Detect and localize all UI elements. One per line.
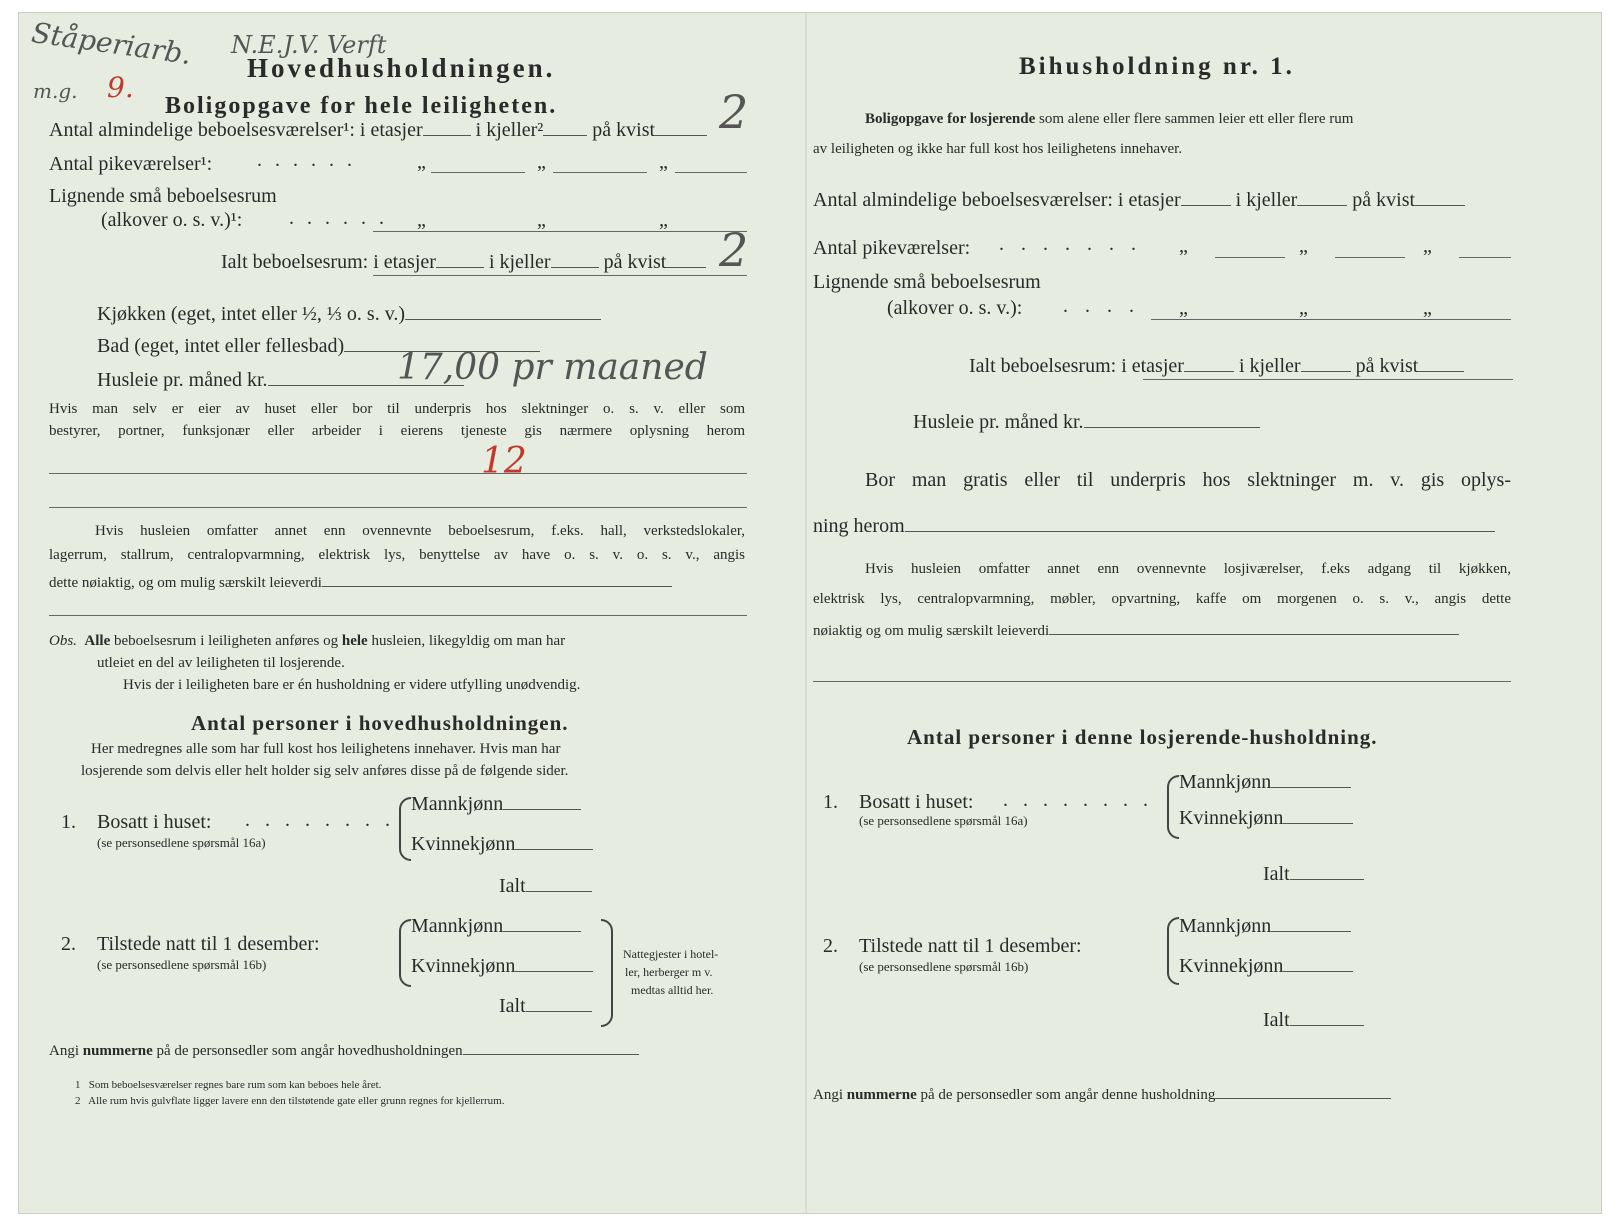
label: Ialt [1263, 863, 1290, 885]
right-row-ialt [969, 355, 1464, 378]
right-title: Bihusholdning nr. 1. [1019, 53, 1295, 80]
text: beboelsesrum i leiligheten anføres og [114, 633, 339, 649]
left-omf-line-2: lagerrum, stallrum, centralopvarmning, elektrisk lys, benyttelse av have o. s. v. o. s. v., angis [49, 547, 745, 563]
brace [1167, 775, 1179, 839]
field-kjeller[interactable] [551, 267, 599, 268]
left-row-pikevaerelser [49, 153, 212, 176]
label: Antal almindelige beboelsesværelser¹: i etasjer [49, 119, 423, 141]
right-omf-line-1: Hvis husleien omfatter annet enn ovennevnte losjiværelser, f.eks adgang til kjøkken, [865, 561, 1511, 577]
label-kjeller: i kjeller [488, 251, 551, 273]
field-kvist[interactable] [666, 267, 706, 268]
underline [373, 275, 747, 276]
brace [1167, 917, 1179, 985]
field-kvist[interactable] [1415, 205, 1465, 206]
label-kvist: på kvist [603, 251, 667, 273]
brace [399, 797, 411, 861]
underline [1143, 379, 1513, 380]
label-etasjer: i etasjer [373, 251, 436, 273]
label: Ialt beboelsesrum: [221, 251, 369, 273]
field-kvinne[interactable] [1283, 823, 1353, 824]
label: nøiaktig og om mulig særskilt leieverdi [813, 623, 1050, 639]
left-row-lignende: Lignende små beboelsesrum [49, 185, 277, 207]
left-q2-kvinne [411, 955, 593, 978]
left-q1-label: Bosatt i huset: [97, 811, 212, 833]
label: Kvinnekjønn [1179, 955, 1284, 977]
field-ialt[interactable] [526, 1011, 592, 1012]
field-etasjer[interactable] [423, 135, 471, 136]
text-bold: nummerne [82, 1043, 153, 1059]
label: Mannkjønn [1179, 915, 1272, 937]
field-kjeller[interactable] [1297, 205, 1347, 206]
text: som alene eller flere sammen leier ett eller flere rum [1039, 111, 1354, 127]
text: husleien, likegyldig om man har [371, 633, 566, 649]
label: Husleie pr. måned kr. [97, 369, 268, 391]
text-bold: nummerne [846, 1087, 917, 1103]
answer-line[interactable] [49, 615, 747, 616]
field-leieverdi[interactable] [1049, 634, 1459, 635]
obs-label: Obs. [49, 633, 77, 649]
right-q1-number: 1. [823, 791, 838, 813]
left-q1-number: 1. [61, 811, 76, 833]
ditto-mark: „ [1423, 297, 1432, 319]
label: Mannkjønn [411, 793, 504, 815]
right-q2-label: Tilstede natt til 1 desember: [859, 935, 1082, 957]
right-q1-mann [1179, 771, 1351, 794]
handwritten-husleie: 17,00 pr maaned [397, 347, 708, 388]
field-ialt[interactable] [1290, 879, 1364, 880]
field-mann[interactable] [1271, 787, 1351, 788]
field-nummerne[interactable] [463, 1054, 639, 1055]
obs-hele: hele [341, 633, 368, 649]
label: ning herom [813, 515, 905, 537]
left-q2-number: 2. [61, 933, 76, 955]
right-omf-line-3 [813, 623, 1459, 640]
ditto-mark: „ [1179, 297, 1188, 319]
right-q1-ialt [1263, 863, 1364, 886]
left-row-almindelige [49, 119, 707, 142]
right-q2-kvinne [1179, 955, 1353, 978]
handwritten-shipyard: N.E.J.V. Verft [231, 31, 387, 59]
field-kjeller[interactable] [543, 135, 587, 136]
right-q2-number: 2. [823, 935, 838, 957]
field-husleie[interactable] [1084, 427, 1260, 428]
field-mann[interactable] [1271, 931, 1351, 932]
field-line[interactable] [1335, 257, 1405, 258]
field-line[interactable] [431, 172, 525, 173]
ditto-mark: „ [659, 151, 668, 173]
nattegjester-note-2: ler, herberger m v. [625, 965, 713, 979]
field-line[interactable] [1459, 257, 1511, 258]
leader-dots: . . . . . . [257, 149, 356, 171]
ditto-mark: „ [1299, 235, 1308, 257]
left-omf-line-3 [49, 575, 672, 592]
answer-line[interactable] [49, 473, 747, 474]
label-kjeller: i kjeller [1238, 355, 1301, 377]
nattegjester-note-1: Nattegjester i hotel- [623, 947, 719, 961]
field-line[interactable] [373, 231, 747, 232]
page-fold [805, 13, 807, 1213]
handwritten-kvist: 2 [719, 85, 749, 139]
right-row-almindelige [813, 189, 1465, 212]
field-kvinne[interactable] [1283, 971, 1353, 972]
field-kjokken[interactable] [405, 319, 601, 320]
field-mann[interactable] [503, 809, 581, 810]
left-q2-ialt [499, 995, 592, 1018]
ditto-mark: „ [537, 209, 546, 231]
leader-dots: . . . . . . [289, 207, 388, 229]
label: Antal almindelige beboelsesværelser: i etasjer [813, 189, 1181, 211]
left-obs-line-2: utleiet en del av leiligheten til losjerende. [97, 655, 345, 671]
label: Mannkjønn [411, 915, 504, 937]
right-q2-ialt [1263, 1009, 1364, 1032]
field-line[interactable] [1151, 319, 1511, 320]
label: Ialt beboelsesrum: [969, 355, 1117, 377]
text: på de personsedler som angår denne husholdning [920, 1087, 1216, 1103]
brace [601, 919, 613, 1027]
footnote-number: 1 [75, 1079, 81, 1091]
label: Ialt [1263, 1009, 1290, 1031]
right-omf-line-2: elektrisk lys, centralopvarmning, møbler, opvartning, kaffe om morgenen o. s. v., angis dette [813, 591, 1511, 607]
footnote-number: 2 [75, 1095, 81, 1107]
field-kjeller[interactable] [1301, 371, 1351, 372]
right-row-lignende: Lignende små beboelsesrum [813, 271, 1041, 293]
right-antal-title: Antal personer i denne losjerende-husholdning. [907, 725, 1378, 749]
label-kvist: på kvist [592, 119, 656, 141]
left-q2-sub: (se personsedlene spørsmål 16b) [97, 957, 267, 972]
footnote-2 [75, 1095, 505, 1107]
field-herom[interactable] [905, 531, 1495, 532]
field-ialt[interactable] [1290, 1025, 1364, 1026]
obs-alle: Alle [84, 633, 111, 649]
footnote-text: Alle rum hvis gulvflate ligger lavere enn den tilstøtende gate eller grunn regnes for kjellerrum. [88, 1095, 505, 1107]
brace [399, 919, 411, 987]
left-q2-label: Tilstede natt til 1 desember: [97, 933, 320, 955]
footnote-text: Som beboelsesværelser regnes bare rum som kan beboes hele året. [88, 1079, 382, 1091]
field-nummerne[interactable] [1215, 1098, 1391, 1099]
label: Mannkjønn [1179, 771, 1272, 793]
left-eier-line-1: Hvis man selv er eier av huset eller bor til underpris hos slektninger o. s. v. eller som [49, 401, 745, 417]
right-q2-sub: (se personsedlene spørsmål 16b) [859, 959, 1029, 974]
field-line[interactable] [553, 172, 647, 173]
left-row-ialt [221, 251, 706, 274]
answer-line[interactable] [49, 507, 747, 508]
ditto-mark: „ [417, 209, 426, 231]
left-angi [49, 1043, 639, 1060]
field-mann[interactable] [503, 931, 581, 932]
left-antal-title: Antal personer i hovedhusholdningen. [191, 711, 569, 735]
right-row-pikevaerelser: Antal pikeværelser: [813, 237, 971, 259]
left-subtitle: Boligopgave for hele leiligheten. [165, 93, 558, 119]
left-antal-line-2: losjerende som delvis eller helt holder sig selv anføres disse på de følgende sider. [81, 763, 569, 779]
right-q2-mann [1179, 915, 1351, 938]
ditto-mark: „ [1423, 235, 1432, 257]
ditto-mark: „ [1299, 297, 1308, 319]
left-obs-line-1 [49, 633, 565, 650]
label: Kjøkken (eget, intet eller ½, ⅓ o. s. v.) [97, 303, 406, 325]
label-kjeller: i kjeller [1235, 189, 1298, 211]
left-row-alkover: (alkover o. s. v.)¹: [101, 209, 243, 231]
label: Ialt [499, 995, 526, 1017]
answer-line[interactable] [813, 681, 1511, 682]
right-intro-line-1 [865, 111, 1353, 128]
right-q1-label: Bosatt i huset: [859, 791, 974, 813]
handwritten-red-number: 9. [107, 71, 134, 104]
right-bor-line-2 [813, 515, 1495, 538]
label: Antal pikeværelser¹: [49, 153, 213, 175]
text: Angi [49, 1043, 79, 1059]
ditto-mark: „ [417, 151, 426, 173]
field-kvist[interactable] [1418, 371, 1464, 372]
left-q1-mann [411, 793, 581, 816]
right-row-husleie [913, 411, 1260, 434]
right-angi [813, 1087, 1391, 1104]
handwritten-note-2: m.g. [33, 79, 78, 103]
text-bold: Boligopgave for losjerende [865, 111, 1036, 127]
left-obs-line-3: Hvis der i leiligheten bare er én husholdning er videre utfylling unødvendig. [123, 677, 581, 693]
field-etasjer[interactable] [436, 267, 484, 268]
field-line[interactable] [675, 172, 747, 173]
ditto-mark: „ [537, 151, 546, 173]
label: Kvinnekjønn [411, 833, 516, 855]
field-ialt[interactable] [526, 891, 592, 892]
field-kvist[interactable] [655, 135, 707, 136]
right-bor-line-1: Bor man gratis eller til underpris hos slektninger m. v. gis oplys- [865, 469, 1511, 491]
ditto-mark: „ [659, 209, 668, 231]
left-title: Hovedhusholdningen. [247, 53, 556, 83]
left-q1-kvinne [411, 833, 593, 856]
handwritten-red-mark: 12 [481, 441, 527, 482]
right-q1-kvinne [1179, 807, 1353, 830]
footnote-1 [75, 1079, 381, 1091]
field-etasjer[interactable] [1181, 205, 1231, 206]
field-kvinne[interactable] [515, 849, 593, 850]
leader-dots: . . . . . . . . [245, 809, 395, 831]
label: dette nøiaktig, og om mulig særskilt leieverdi [49, 575, 322, 591]
label-etasjer: i etasjer [1121, 355, 1184, 377]
nattegjester-note-3: medtas alltid her. [631, 983, 714, 997]
handwritten-ialt-kvist: 2 [719, 223, 749, 277]
text: på de personsedler som angår hovedhusholdningen [156, 1043, 463, 1059]
left-q2-mann [411, 915, 581, 938]
right-row-alkover: (alkover o. s. v.): [887, 297, 1023, 319]
label-kvist: på kvist [1352, 189, 1416, 211]
label: Bad (eget, intet eller fellesbad) [97, 335, 345, 357]
field-leieverdi[interactable] [322, 586, 672, 587]
census-form-sheet [18, 12, 1602, 1214]
label: Kvinnekjønn [1179, 807, 1284, 829]
left-eier-line-2: bestyrer, portner, funksjonær eller arbeider i eierens tjeneste gis nærmere oplysning herom [49, 423, 745, 439]
field-line[interactable] [1215, 257, 1285, 258]
leader-dots: . . . . . . . [999, 233, 1142, 255]
ditto-mark: „ [1179, 235, 1188, 257]
leader-dots: . . . . [1063, 295, 1140, 317]
label-kvist: på kvist [1355, 355, 1419, 377]
right-q1-sub: (se personsedlene spørsmål 16a) [859, 813, 1028, 828]
field-kvinne[interactable] [515, 971, 593, 972]
handwritten-note-1: Ståperiarb. [29, 15, 194, 72]
right-intro-line-2: av leiligheten og ikke har full kost hos leilighetens innehaver. [813, 141, 1183, 157]
left-q1-sub: (se personsedlene spørsmål 16a) [97, 835, 266, 850]
left-antal-line-1: Her medregnes alle som har full kost hos leilighetens innehaver. Hvis man har [91, 741, 561, 757]
text: Angi [813, 1087, 843, 1103]
left-omf-line-1: Hvis husleien omfatter annet enn ovennevnte beboelsesrum, f.eks. hall, verkstedslokaler, [95, 523, 745, 539]
label: Kvinnekjønn [411, 955, 516, 977]
left-row-kjokken [97, 303, 601, 326]
field-etasjer[interactable] [1184, 371, 1234, 372]
leader-dots: . . . . . . . . [1003, 789, 1153, 811]
label: Husleie pr. måned kr. [913, 411, 1084, 433]
label: Ialt [499, 875, 526, 897]
left-q1-ialt [499, 875, 592, 898]
label-kjeller: i kjeller² [475, 119, 544, 141]
